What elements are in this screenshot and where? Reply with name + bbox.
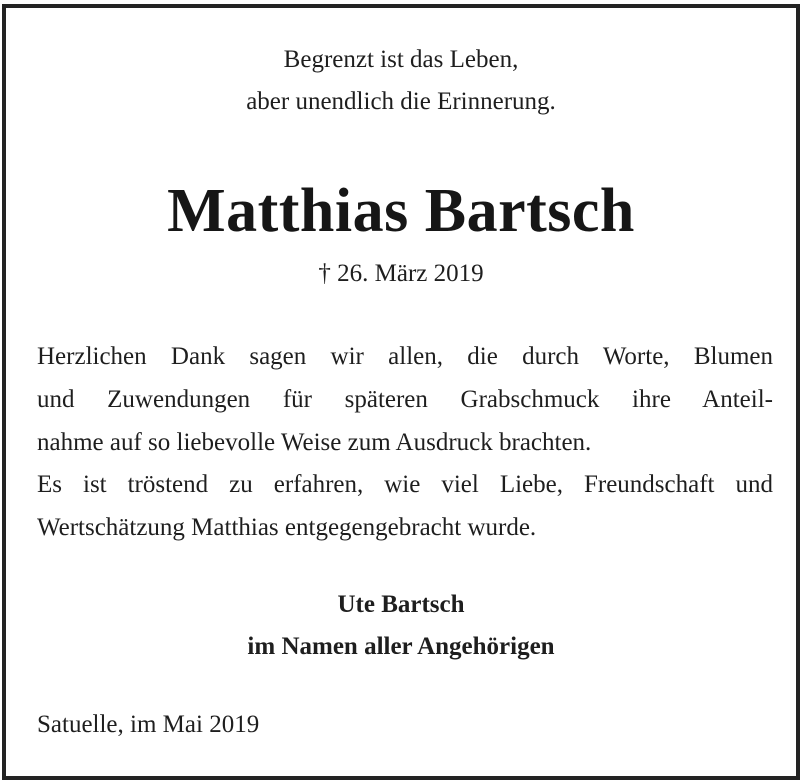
motto-line-1: Begrenzt ist das Leben, xyxy=(283,46,519,73)
text-line-2: und Zuwendungen für späteren Grabschmuck ihre Anteil- xyxy=(37,386,773,413)
notice-frame xyxy=(2,4,800,780)
death-date: † 26. März 2019 xyxy=(318,260,484,287)
text-line-3: nahme auf so liebevolle Weise zum Ausdruck brachten. xyxy=(37,429,592,456)
signature-subline: im Namen aller Angehörigen xyxy=(247,633,555,660)
deceased-name: Matthias Bartsch xyxy=(167,177,635,245)
text-line-4: Es ist tröstend zu erfahren, wie viel Liebe, Freundschaft und xyxy=(37,471,773,498)
text-line-5: Wertschätzung Matthias entgegengebracht wurde. xyxy=(37,514,537,541)
place-date: Satuelle, im Mai 2019 xyxy=(37,711,260,738)
motto-line-2: aber unendlich die Erinnerung. xyxy=(246,88,556,115)
text-line-1: Herzlichen Dank sagen wir allen, die durch Worte, Blumen xyxy=(37,343,773,370)
signature-name: Ute Bartsch xyxy=(337,591,465,618)
